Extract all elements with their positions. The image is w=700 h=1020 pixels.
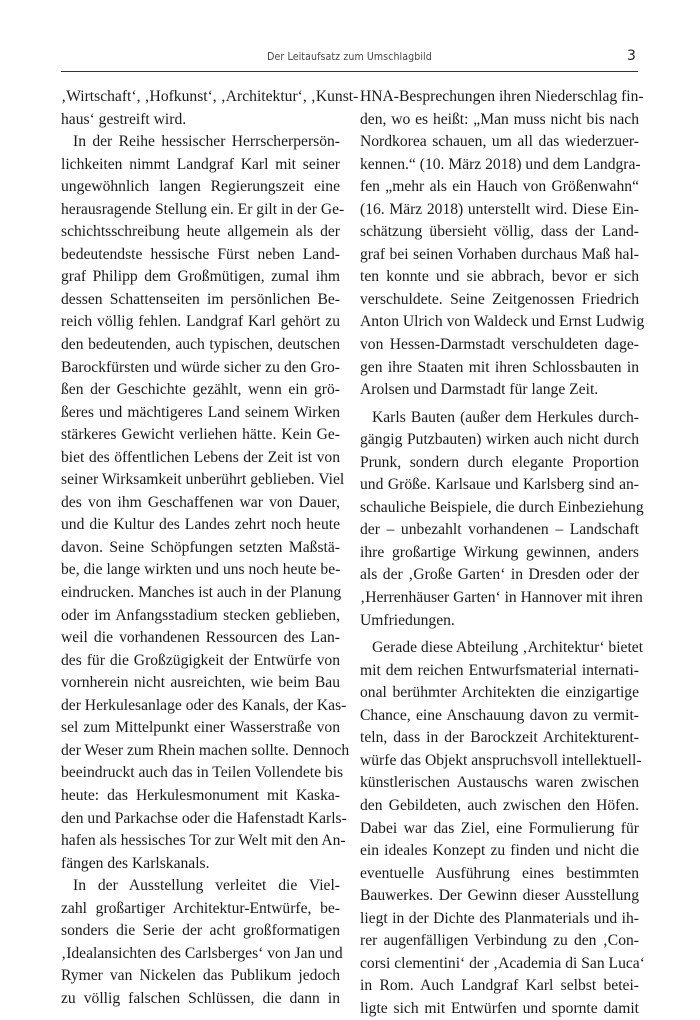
header-rule bbox=[61, 71, 638, 72]
text-line: davon. Seine Schöpfungen setzten Maßstä- bbox=[61, 538, 340, 556]
text-line: weil die vorhandenen Ressourcen des Lan- bbox=[61, 629, 340, 647]
text-line: von Hessen-Darmstadt verschuldeten dage- bbox=[360, 336, 639, 354]
text-line: heute: das Herkulesmonument mit Kaska- bbox=[61, 786, 340, 804]
text-line: (16. März 2018) unterstellt wird. Diese Ein- bbox=[360, 200, 639, 218]
text-line: kennen.“ (10. März 2018) und dem Landgra- bbox=[360, 155, 641, 173]
text-line: Nordkorea schauen, um all das wiederzuer- bbox=[360, 133, 639, 151]
text-line: des für die Großzügigkeit der Entwürfe von bbox=[61, 651, 340, 669]
text-line: ein ideales Konzept zu finden und nicht die bbox=[360, 842, 639, 860]
text-line: stärkeres Gewicht verliehen hätte. Kein Ge- bbox=[61, 426, 340, 444]
text-column-right bbox=[360, 86, 645, 1020]
text-line: mit dem reichen Entwurfsmaterial internati- bbox=[360, 661, 639, 679]
text-line: und Größe. Karlsaue und Karlsberg sind an- bbox=[360, 476, 639, 494]
text-line: in Rom. Auch Landgraf Karl selbst betei- bbox=[360, 977, 639, 995]
text-line: Prunk, sondern durch elegante Proportion bbox=[360, 453, 639, 471]
text-line: dessen Schattenseiten im persönlichen Be- bbox=[61, 290, 340, 308]
text-line: biet des öffentlichen Lebens der Zeit ist von bbox=[61, 448, 340, 466]
text-line: ‚Herrenhäuser Garten‘ in Hannover mit ihren bbox=[360, 589, 643, 607]
text-line: lichkeiten nimmt Landgraf Karl mit seiner bbox=[61, 155, 340, 173]
text-line: den, wo es heißt: „Man muss nicht bis nach bbox=[360, 110, 639, 128]
text-line: eventuelle Ausführung eines bestimmten bbox=[360, 864, 639, 882]
text-line: Rymer van Nickelen das Publikum jedoch bbox=[61, 967, 340, 985]
text-line: Barockfürsten und würde sicher zu den Gro- bbox=[61, 358, 340, 376]
text-line: schauliche Beispiele, die durch Einbeziehung bbox=[360, 498, 644, 516]
text-line: ßeres und mächtigeres Land seinem Wirken bbox=[61, 403, 340, 421]
text-line: onal berühmter Architekten die einzigartige bbox=[360, 684, 639, 702]
text-line: hafen als hessisches Tor zur Welt mit den An- bbox=[61, 832, 346, 850]
text-line: Bauwerkes. Der Gewinn dieser Ausstellung bbox=[360, 887, 639, 905]
text-line: schätzung übersieht völlig, dass der Land- bbox=[360, 223, 639, 241]
text-line: den und Parkachse oder die Hafenstadt Karls- bbox=[61, 809, 347, 827]
text-line: Umfriedungen. bbox=[360, 611, 455, 629]
text-line: corsi clementini‘ der ‚Academia di San Luca‘ bbox=[360, 954, 645, 972]
text-line: rer augenfälligen Verbindung zu den ‚Con- bbox=[360, 932, 639, 950]
text-line: der Weser zum Rhein machen sollte. Dennoch bbox=[61, 741, 350, 759]
text-line: herausragende Stellung ein. Er gilt in der Ge- bbox=[61, 200, 345, 218]
text-line: gängig Putzbauten) wirken auch nicht durch bbox=[360, 431, 639, 449]
text-line: Arolsen und Darmstadt für lange Zeit. bbox=[360, 381, 599, 399]
text-line: HNA-Besprechungen ihren Niederschlag fin- bbox=[360, 88, 644, 105]
running-header bbox=[61, 48, 638, 66]
text-line: vornherein nicht ausreichten, wie beim Bau bbox=[61, 674, 340, 692]
text-line: Anton Ulrich von Waldeck und Ernst Ludwig bbox=[360, 313, 645, 331]
text-column-left bbox=[61, 86, 359, 1010]
text-line: der – unbezahlt vorhandenen – Landschaft bbox=[360, 521, 639, 539]
text-line: seiner Wirksamkeit unberührt geblieben. Viel bbox=[61, 471, 345, 489]
text-line: künstlerischen Austauschs waren zwischen bbox=[360, 774, 639, 792]
text-line: ‚Wirtschaft‘, ‚Hofkunst‘, ‚Architektur‘, ‚Kunst- bbox=[61, 88, 359, 105]
text-line: haus‘ gestreift wird. bbox=[61, 110, 187, 128]
text-line: teln, dass in der Barockzeit Architekturent- bbox=[360, 729, 639, 747]
running-title: Der Leitaufsatz zum Umschlagbild bbox=[267, 50, 432, 63]
text-line: Dabei war das Ziel, eine Formulierung für bbox=[360, 819, 639, 837]
text-line: reich völlig fehlen. Landgraf Karl gehört zu bbox=[61, 313, 340, 331]
text-line: In der Ausstellung verleitet die Viel- bbox=[73, 877, 340, 895]
text-line: den Gebildeten, auch zwischen den Höfen. bbox=[360, 796, 639, 814]
text-line: würfe das Objekt anspruchsvoll intellektuell- bbox=[360, 751, 642, 769]
text-line: ßen der Geschichte gezählt, wenn ein grö- bbox=[61, 381, 340, 399]
text-line: gen ihre Staaten mit ihren Schlossbauten in bbox=[360, 358, 639, 376]
text-line: fen „mehr als ein Hauch von Größenwahn“ bbox=[360, 178, 639, 196]
text-line: oder im Anfangsstadium stecken geblieben, bbox=[61, 606, 340, 624]
text-line: ten konnte und sie abbrach, bevor er sich bbox=[360, 268, 639, 286]
text-line: ligte sich mit Entwürfen und spornte damit bbox=[360, 999, 639, 1017]
text-line: den bedeutenden, auch typischen, deutschen bbox=[61, 336, 340, 354]
text-line: zu völlig falschen Schlüssen, die dann in bbox=[61, 989, 340, 1007]
text-line: Karls Bauten (außer dem Herkules durch- bbox=[372, 408, 639, 426]
text-line: be, die lange wirkten und uns noch heute be- bbox=[61, 561, 341, 579]
text-line: sel zum Mittelpunkt einer Wasserstraße von bbox=[61, 719, 340, 737]
text-line: ihre großartige Wirkung gewinnen, anders bbox=[360, 543, 639, 561]
text-line: ‚Idealansichten des Carlsberges‘ von Jan und bbox=[61, 944, 343, 962]
text-line: In der Reihe hessischer Herrscherpersön- bbox=[73, 133, 340, 151]
text-line: ungewöhnlich langen Regierungszeit eine bbox=[61, 178, 340, 196]
text-line: zahl großartiger Architektur-Entwürfe, be- bbox=[61, 899, 340, 917]
text-line: und die Kultur des Landes zehrt noch heute bbox=[61, 516, 340, 534]
text-line: fängen des Karlskanals. bbox=[61, 854, 210, 872]
text-line: als der ‚Große Garten‘ in Dresden oder der bbox=[360, 566, 639, 584]
text-line: verschuldete. Seine Zeitgenossen Friedrich bbox=[360, 290, 639, 308]
text-line: eindrucken. Manches ist auch in der Planung bbox=[61, 584, 342, 602]
text-line: der Herkulesanlage oder des Kanals, der Kas- bbox=[61, 696, 347, 714]
text-line: sonders die Serie der acht großformatigen bbox=[61, 922, 340, 940]
text-line: des von ihm Geschaffenen war von Dauer, bbox=[61, 493, 340, 511]
text-line: liegt in der Dichte des Planmaterials und ih- bbox=[360, 909, 639, 927]
text-line: bedeutendste hessische Fürst neben Land- bbox=[61, 245, 340, 263]
text-line: beeindruckt auch das in Teilen Vollendete bis bbox=[61, 764, 344, 782]
text-line: Gerade diese Abteilung ‚Architektur‘ bietet bbox=[372, 639, 644, 657]
text-line: graf Philipp dem Großmütigen, zumal ihm bbox=[61, 268, 340, 286]
page-number: 3 bbox=[626, 48, 636, 64]
text-line: Chance, eine Anschauung davon zu vermit- bbox=[360, 706, 639, 724]
text-line: schichtsschreibung heute allgemein als der bbox=[61, 223, 340, 241]
text-line: graf bei seinen Vorhaben durchaus Maß hal- bbox=[360, 245, 639, 263]
